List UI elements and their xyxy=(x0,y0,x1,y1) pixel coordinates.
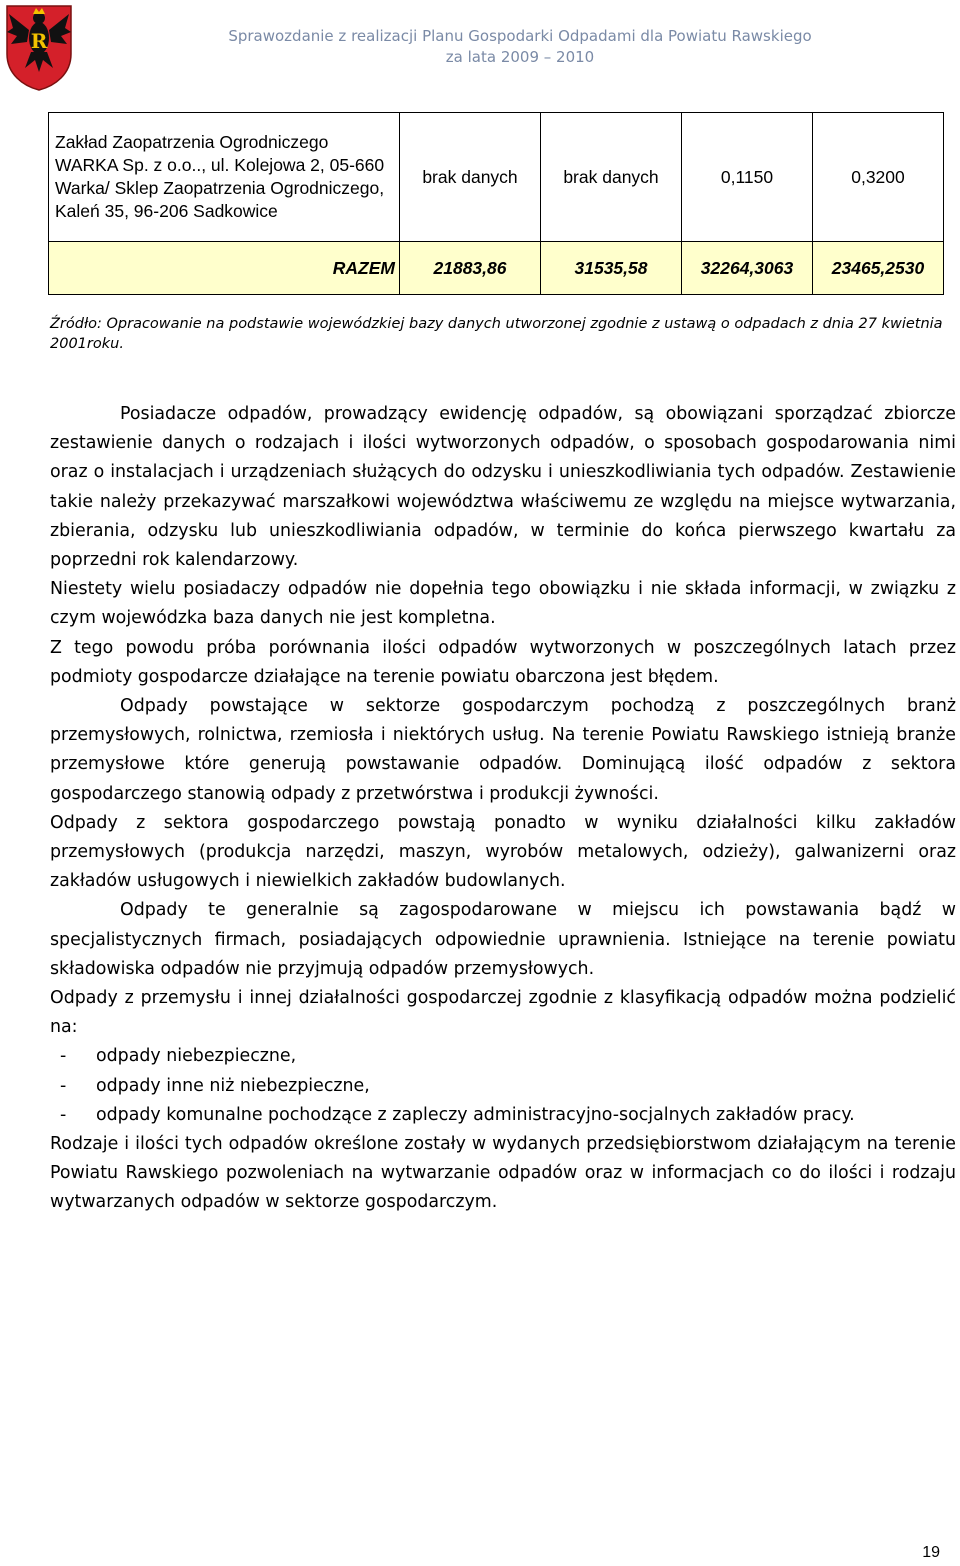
body-text xyxy=(50,400,956,1218)
source-note: Źródło: Opracowanie na podstawie wojewódzkiej bazy danych utworzonej zgodnie z ustawą o odpadach z dnia 27 kwietnia 2001roku. xyxy=(50,316,943,352)
value-cell-1: brak danych xyxy=(400,113,541,242)
paragraph: Odpady te generalnie są zagospodarowane w miejscu ich powstawania bądź w specjalistycznych firmach, posiadających odpowiednie uprawnienia. Istniejące na terenie powiatu składowiska odpadów nie przyjmują odpadów przemysłowych. xyxy=(50,900,956,979)
total-label: RAZEM xyxy=(49,242,400,295)
paragraph: Odpady powstające w sektorze gospodarczym pochodzą z poszczególnych branż przemysłowych, rolnictwa, rzemiosła i niektórych usług. Na terenie Powiatu Rawskiego istnieją branże przemysłowe które generują powstawanie odpadów. Dominującą ilość odpadów z sektora gospodarczego stanowią odpady z przetwórstwa i produkcji żywności. xyxy=(50,696,956,804)
value-cell-2: brak danych xyxy=(541,113,682,242)
list-item: - odpady niebezpieczne, xyxy=(50,1042,956,1071)
header-title-line2: za lata 2009 – 2010 xyxy=(445,48,595,66)
paragraph: Odpady z sektora gospodarczego powstają ponadto w wyniku działalności kilku zakładów przemysłowych (produkcja narzędzi, maszyn, wyrobów metalowych, odzieży), galwanizerni oraz zakładów usługowych i niewielkich zakładów budowlanych. xyxy=(50,812,956,892)
header-title-line1: Sprawozdanie z realizacji Planu Gospodarki Odpadami dla Powiatu Rawskiego xyxy=(228,27,812,45)
total-value-3: 32264,3063 xyxy=(682,242,813,295)
document-header xyxy=(150,26,890,68)
coat-of-arms-icon xyxy=(3,2,75,92)
paragraph: Rodzaje i ilości tych odpadów określone zostały w wydanych przedsiębiorstwom działającym na terenie Powiatu Rawskiego pozwoleniach na wytwarzanie odpadów oraz w informacjach co do ilości i rodzaju wytwarzanych odpadów w sektorze gospodarczym. xyxy=(50,1134,956,1213)
value-cell-4: 0,3200 xyxy=(813,113,944,242)
page-number: 19 xyxy=(922,1544,940,1561)
paragraph: Odpady z przemysłu i innej działalności gospodarczej zgodnie z klasyfikacją odpadów można podzielić na: xyxy=(50,988,956,1038)
paragraph: Z tego powodu próba porównania ilości odpadów wytworzonych w poszczególnych latach przez podmioty gospodarcze działające na terenie powiatu obarczona jest błędem. xyxy=(50,637,956,687)
paragraph: Posiadacze odpadów, prowadzący ewidencję odpadów, są obowiązani sporządzać zbiorcze zestawienie danych o rodzajach i ilości wytworzonych odpadów, o sposobach gospodarowania nimi oraz o instalacjach i urządzeniach służących do odzysku i unieszkodliwiania tych odpadów. Zestawienie takie należy przekazywać marszałkowi województwa właściwemu ze względu na miejsce wytwarzania, zbierania, odzysku lub unieszkodliwiania odpadów, w terminie do końca pierwszego kwartału za poprzedni rok kalendarzowy. xyxy=(50,404,956,571)
firm-name-cell: Zakład Zaopatrzenia Ogrodniczego WARKA Sp. z o.o.., ul. Kolejowa 2, 05-660 Warka/ Sklep Zaopatrzenia Ogrodniczego, Kaleń 35, 96-206 Sadkowice xyxy=(49,113,400,242)
total-value-2: 31535,58 xyxy=(541,242,682,295)
list-item: - odpady komunalne pochodzące z zapleczy administracyjno-socjalnych zakładów pracy. xyxy=(50,1101,956,1130)
total-row xyxy=(49,242,944,295)
value-cell-3: 0,1150 xyxy=(682,113,813,242)
list-marker: - xyxy=(60,1046,67,1067)
svg-text:R: R xyxy=(30,29,48,53)
total-value-1: 21883,86 xyxy=(400,242,541,295)
list-marker: - xyxy=(60,1075,67,1096)
list-item: - odpady inne niż niebezpieczne, xyxy=(50,1072,956,1101)
total-value-4: 23465,2530 xyxy=(813,242,944,295)
waste-table xyxy=(48,112,944,295)
waste-type-list xyxy=(50,1042,956,1130)
table-row xyxy=(49,113,944,242)
paragraph: Niestety wielu posiadaczy odpadów nie dopełnia tego obowiązku i nie składa informacji, w związku z czym wojewódzka baza danych nie jest kompletna. xyxy=(50,579,956,629)
list-marker: - xyxy=(60,1104,67,1125)
